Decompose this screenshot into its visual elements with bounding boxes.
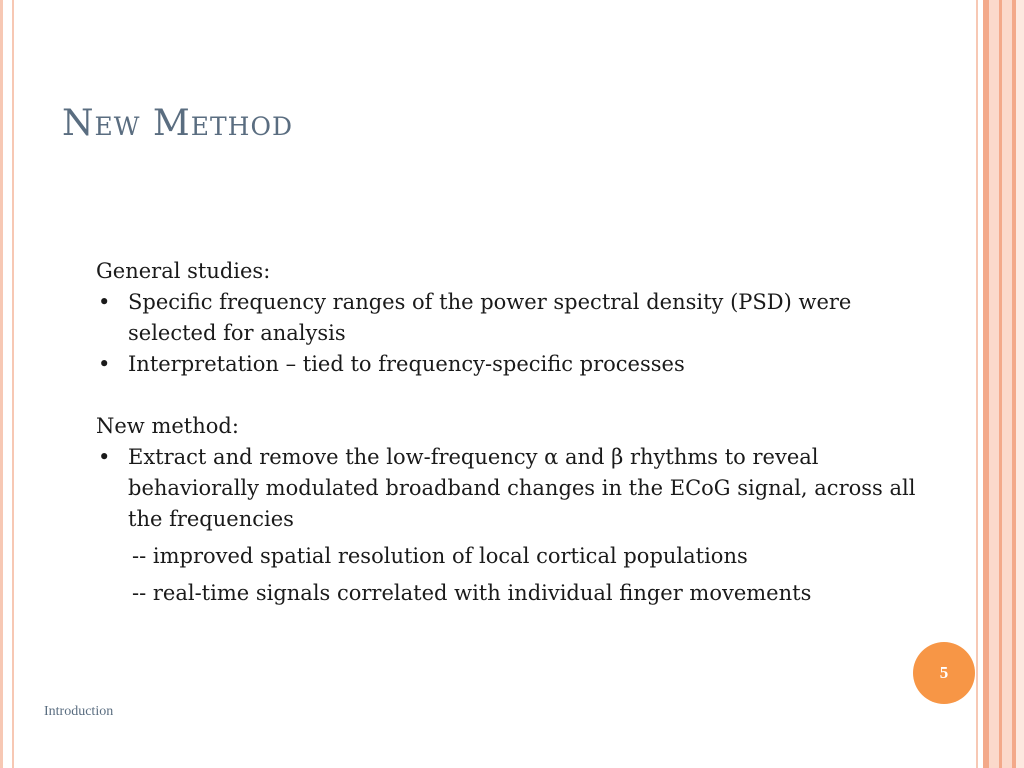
bullet-list-general-studies	[96, 287, 936, 380]
bullet-item	[96, 287, 936, 349]
bullet-item	[96, 349, 936, 380]
right-stripe	[989, 0, 999, 768]
bullet-icon: •	[98, 290, 111, 314]
left-border-line-inner	[12, 0, 14, 768]
bullet-item	[96, 442, 936, 535]
slide-body	[96, 256, 936, 609]
bullet-text: Interpretation – tied to frequency-specific processes	[128, 352, 685, 376]
sub-point: -- improved spatial resolution of local cortical populations	[132, 544, 748, 568]
left-border-line	[0, 0, 3, 768]
right-stripe	[1016, 0, 1024, 768]
bullet-text: Specific frequency ranges of the power spectral density (PSD) were selected for analysis	[128, 290, 852, 345]
sub-point: -- real-time signals correlated with individual finger movements	[132, 581, 812, 605]
footer-section-label: Introduction	[44, 704, 114, 719]
bullet-text: Extract and remove the low-frequency α and β rhythms to reveal behaviorally modulated broadband changes in the ECoG signal, across all the frequencies	[128, 445, 916, 531]
bullet-list-new-method	[96, 442, 936, 535]
bullet-icon: •	[98, 445, 111, 469]
page-number-badge	[913, 642, 975, 704]
page-number: 5	[939, 663, 949, 682]
slide-title: New Method	[62, 103, 294, 144]
bullet-icon: •	[98, 352, 111, 376]
section-heading-general-studies: General studies:	[96, 259, 271, 283]
right-stripe	[1002, 0, 1012, 768]
spacer	[96, 380, 936, 411]
right-stripe	[976, 0, 978, 768]
section-heading-new-method: New method:	[96, 414, 239, 438]
